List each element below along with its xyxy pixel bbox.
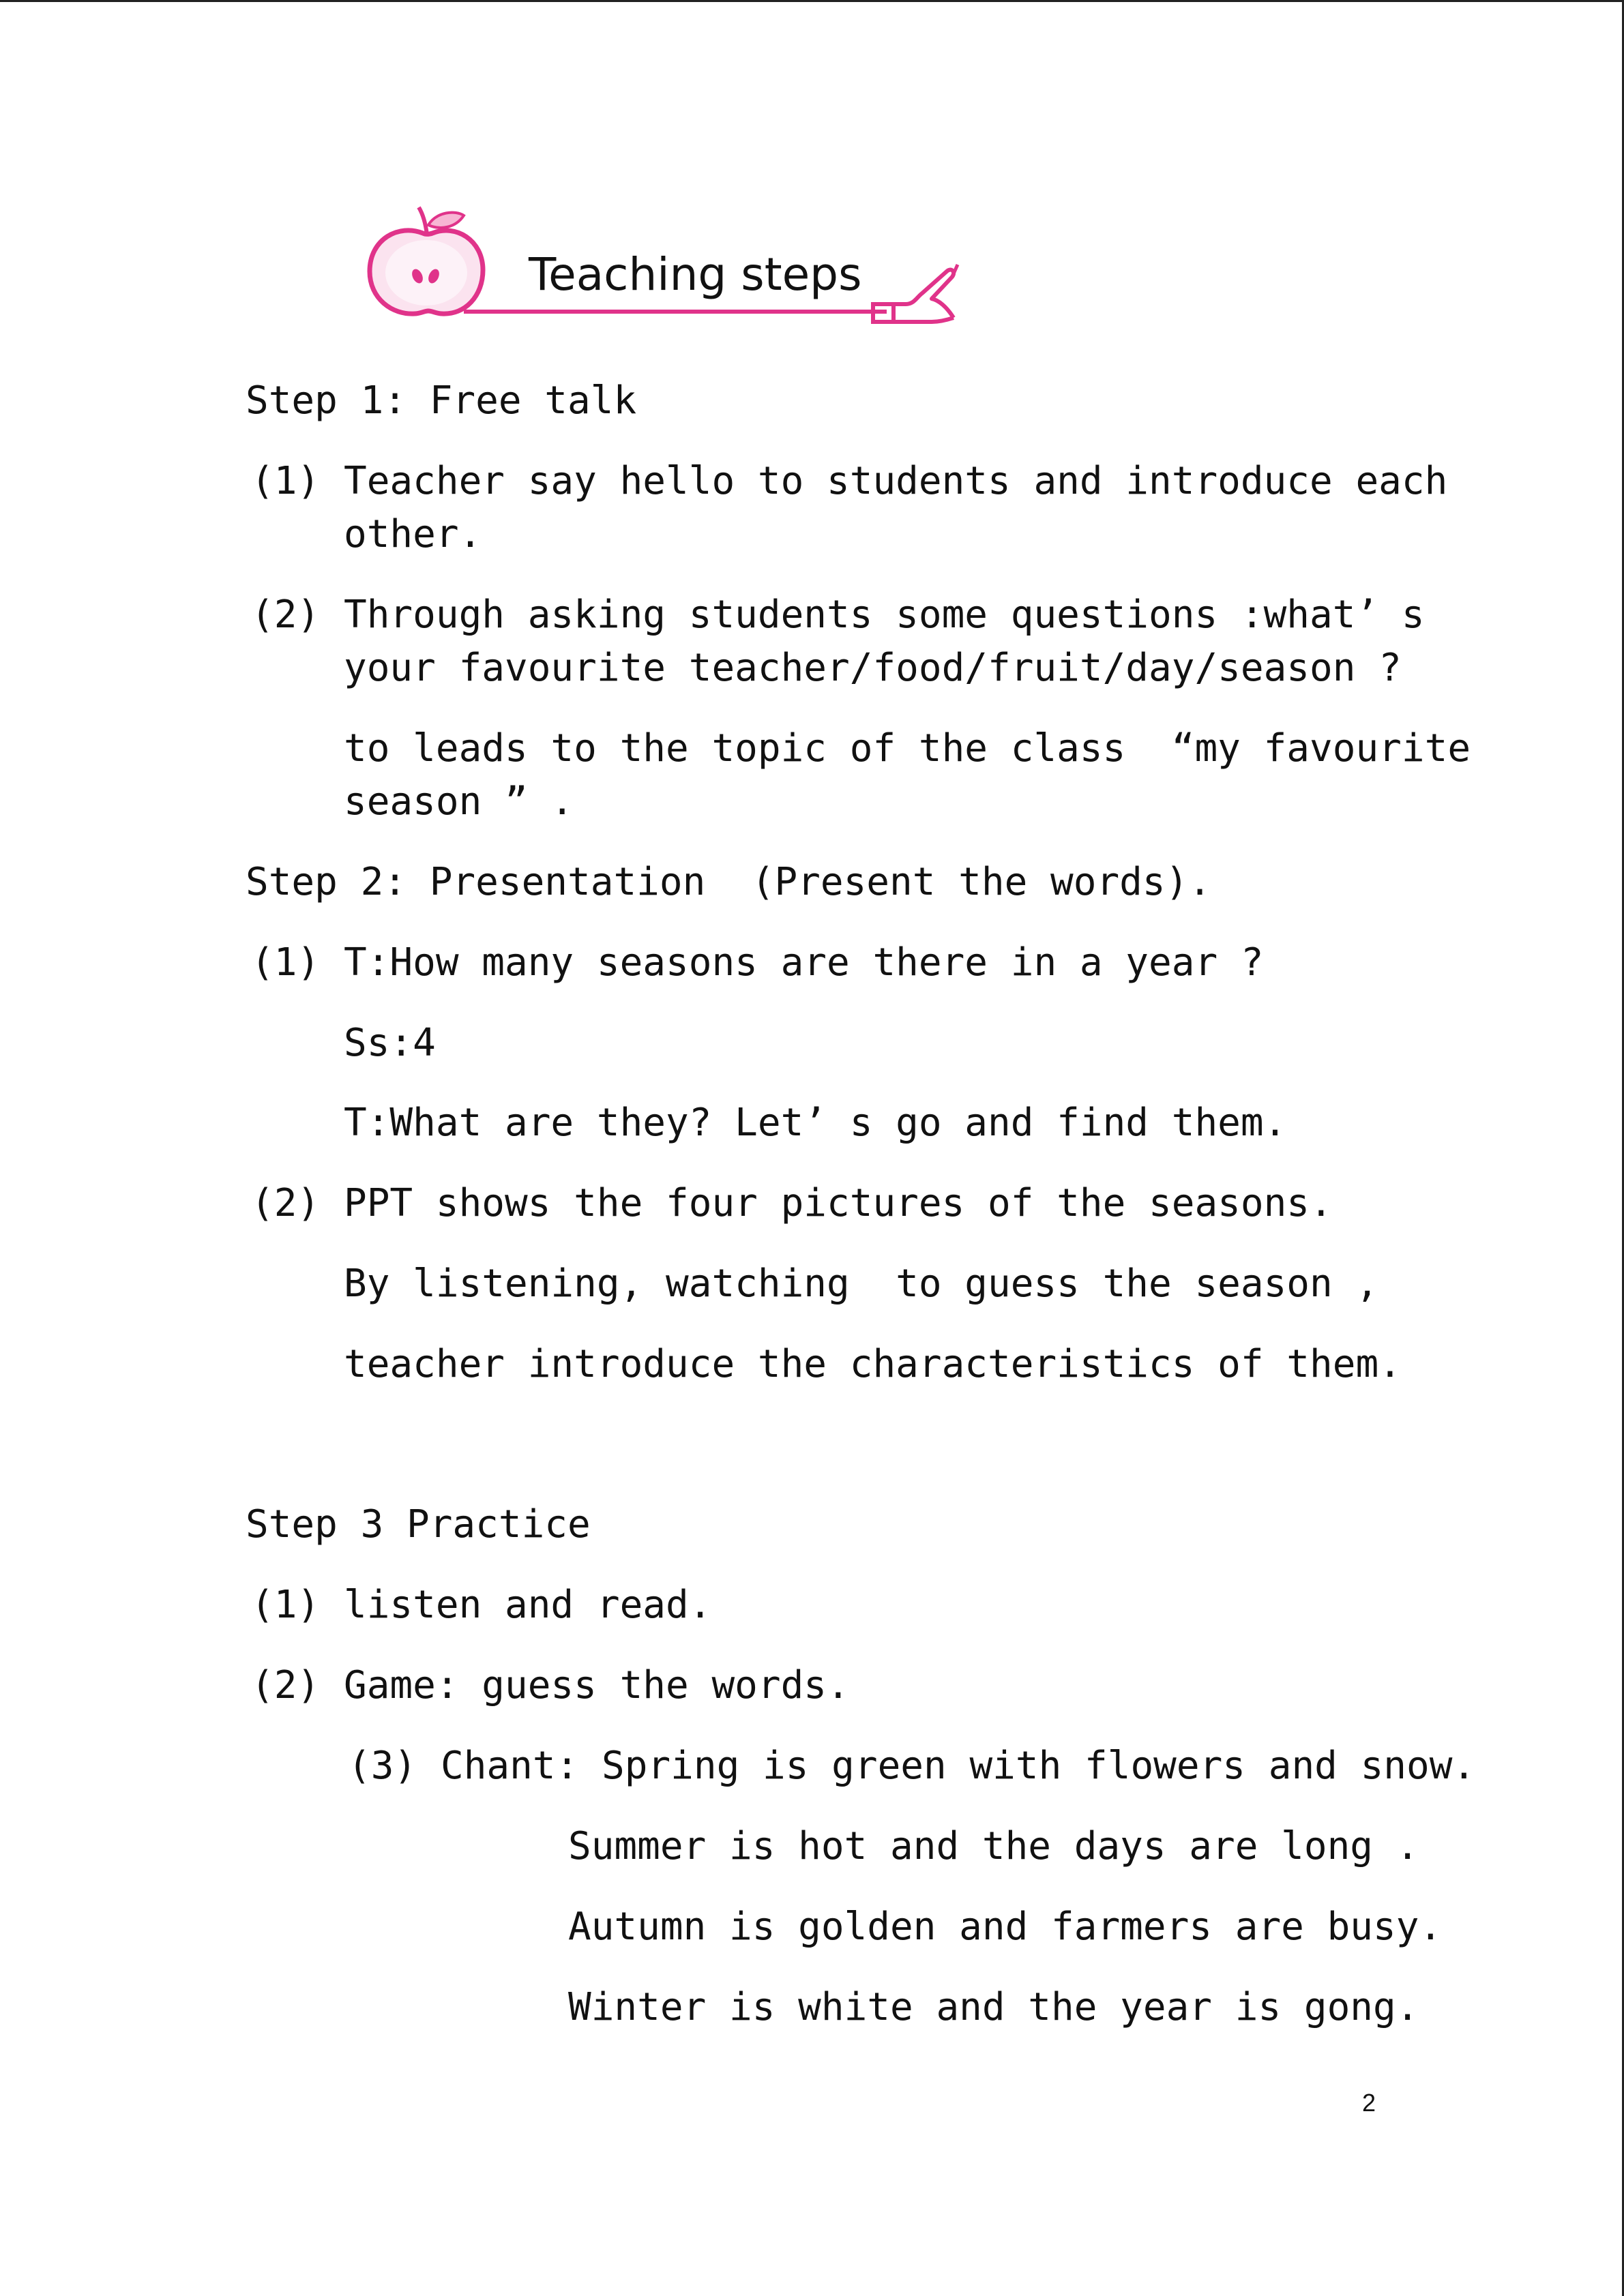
step-2-item-2-number: (2): [251, 1181, 321, 1225]
step-3-item-2-line-1: Game: guess the words.: [344, 1663, 850, 1708]
step-3-item-3-line-1: Chant: Spring is green with flowers and snow.: [441, 1744, 1476, 1788]
step-1-item-2-line-1: Through asking students some questions :what’ s: [344, 593, 1425, 637]
step-3-title: Step 3 Practice: [246, 1502, 591, 1547]
step-3-item-3-line-4: Winter is white and the year is gong.: [568, 1985, 1419, 2029]
step-1-item-2-line-4: season ” .: [344, 779, 574, 824]
step-1-item-2-line-3: to leads to the topic of the class “my favourite: [344, 726, 1471, 771]
step-2-item-1-line-1: T:How many seasons are there in a year ?: [344, 940, 1264, 985]
step-3-item-3-line-2: Summer is hot and the days are long .: [568, 1824, 1419, 1868]
step-1-item-1-line-2: other.: [344, 512, 482, 556]
header-title: Teaching steps: [529, 248, 862, 301]
teaching-steps-header: [361, 205, 962, 341]
step-3-item-2-number: (2): [251, 1663, 321, 1708]
writing-hand-icon: [866, 259, 962, 341]
step-1-title: Step 1: Free talk: [246, 378, 637, 423]
step-1-item-1-line-1: Teacher say hello to students and introduce each: [344, 459, 1448, 503]
step-2-item-1-line-3: T:What are they? Let’ s go and find them.: [344, 1101, 1287, 1145]
step-3-item-3-number: (3): [348, 1744, 417, 1788]
step-2-item-2-line-1: PPT shows the four pictures of the seasons.: [344, 1181, 1333, 1225]
step-3-item-3-line-3: Autumn is golden and farmers are busy.: [568, 1905, 1443, 1949]
step-2-item-1-line-2: Ss:4: [344, 1021, 436, 1065]
step-3-item-1-number: (1): [251, 1583, 321, 1627]
step-1-item-2-line-2: your favourite teacher/food/fruit/day/season ?: [344, 646, 1402, 690]
page-number: 2: [1362, 2089, 1376, 2117]
step-1-item-1-number: (1): [251, 459, 321, 503]
step-1-item-2-number: (2): [251, 593, 321, 637]
step-2-item-2-line-2: By listening, watching to guess the season ,: [344, 1262, 1379, 1306]
step-3-item-1-line-1: listen and read.: [344, 1583, 712, 1627]
step-2-item-2-line-3: teacher introduce the characteristics of them.: [344, 1342, 1402, 1386]
step-2-title: Step 2: Presentation (Present the words).: [246, 860, 1212, 904]
step-2-item-1-number: (1): [251, 940, 321, 985]
